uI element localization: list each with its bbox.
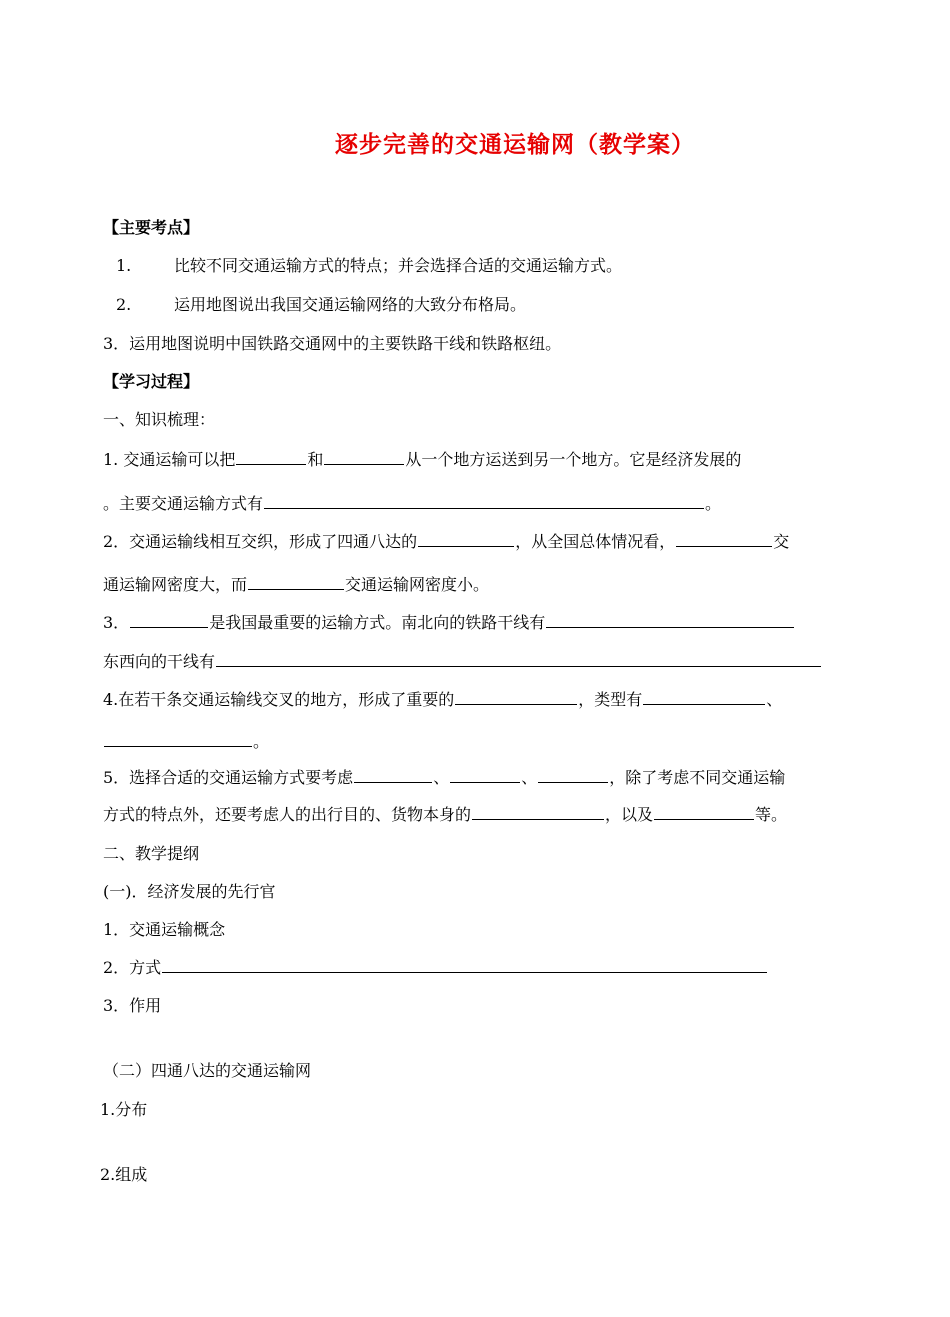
outline-item-distribution: 1.分布 bbox=[100, 1100, 148, 1119]
fill-blank[interactable] bbox=[546, 611, 794, 628]
question-3-line-1 bbox=[103, 611, 795, 635]
fill-blank[interactable] bbox=[248, 573, 344, 590]
fill-blank[interactable] bbox=[130, 611, 208, 628]
question-5-line-2 bbox=[103, 803, 787, 827]
fill-blank[interactable] bbox=[104, 730, 252, 747]
outline-item-role: 3．作用 bbox=[103, 996, 162, 1015]
outline-item-composition: 2.组成 bbox=[100, 1165, 148, 1184]
question-2-text-b: ，从全国总体情况看， bbox=[515, 532, 676, 551]
question-5-text-f: ，以及 bbox=[605, 805, 654, 824]
outline-subsection-2: （二）四通八达的交通运输网 bbox=[103, 1061, 312, 1080]
keypoint-1-text: 比较不同交通运输方式的特点；并会选择合适的交通运输方式。 bbox=[174, 256, 623, 275]
question-5-text-g: 等。 bbox=[755, 805, 788, 824]
outline-item-modes bbox=[103, 956, 768, 980]
keypoint-1-number: 1. bbox=[116, 256, 132, 275]
question-3-text-c: 东西向的干线有 bbox=[103, 652, 216, 671]
fill-blank[interactable] bbox=[162, 956, 767, 973]
question-5-text-c: 、 bbox=[521, 768, 538, 787]
question-4-line-2 bbox=[103, 730, 269, 754]
outline-item-modes-text: 2．方式 bbox=[103, 958, 162, 977]
fill-blank[interactable] bbox=[324, 448, 404, 465]
section-process-heading: 【学习过程】 bbox=[103, 372, 200, 391]
question-5-text-a: 5．选择合适的交通运输方式要考虑 bbox=[103, 768, 354, 787]
question-3-text-b: 是我国最重要的运输方式。南北向的铁路干线有 bbox=[209, 613, 546, 632]
keypoint-1 bbox=[116, 254, 622, 278]
section-keypoints-heading: 【主要考点】 bbox=[103, 218, 200, 237]
question-1-line-1 bbox=[103, 448, 741, 472]
outline-subsection-1: (一)．经济发展的先行官 bbox=[103, 882, 276, 901]
question-1-text-b: 和 bbox=[307, 450, 324, 469]
fill-blank[interactable] bbox=[455, 688, 577, 705]
question-3-text-a: 3． bbox=[103, 613, 130, 632]
question-2-text-a: 2．交通运输线相互交织，形成了四通八达的 bbox=[103, 532, 418, 551]
question-4-text-c: 、 bbox=[766, 690, 783, 709]
fill-blank[interactable] bbox=[538, 766, 608, 783]
fill-blank[interactable] bbox=[654, 803, 754, 820]
question-3-line-2 bbox=[103, 650, 822, 674]
question-4-text-a: 4.在若干条交通运输线交叉的地方，形成了重要的 bbox=[103, 690, 455, 709]
question-2-line-1 bbox=[103, 530, 789, 554]
question-5-text-d: ，除了考虑不同交通运输 bbox=[609, 768, 786, 787]
question-1-text-c: 从一个地方运送到另一个地方。它是经济发展的 bbox=[405, 450, 742, 469]
part-2-heading: 二、教学提纲 bbox=[103, 844, 200, 863]
fill-blank[interactable] bbox=[643, 688, 765, 705]
keypoint-2-text: 运用地图说出我国交通运输网络的大致分布格局。 bbox=[174, 295, 527, 314]
fill-blank[interactable] bbox=[450, 766, 520, 783]
question-1-text-a: 1. 交通运输可以把 bbox=[103, 450, 236, 469]
keypoint-2 bbox=[116, 293, 526, 317]
question-2-text-c: 交 bbox=[773, 532, 790, 551]
question-2-text-e: 交通运输网密度小。 bbox=[345, 575, 490, 594]
question-4-text-b: ，类型有 bbox=[578, 690, 643, 709]
question-2-line-2 bbox=[103, 573, 489, 597]
fill-blank[interactable] bbox=[236, 448, 306, 465]
outline-item-concept: 1．交通运输概念 bbox=[103, 920, 226, 939]
question-1-text-e: 。 bbox=[705, 494, 722, 513]
fill-blank[interactable] bbox=[216, 650, 821, 667]
page-title: 逐步完善的交通运输网（教学案） bbox=[335, 132, 695, 158]
question-5-text-e: 方式的特点外，还要考虑人的出行目的、货物本身的 bbox=[103, 805, 472, 824]
keypoint-3: 3．运用地图说明中国铁路交通网中的主要铁路干线和铁路枢纽。 bbox=[103, 334, 562, 353]
fill-blank[interactable] bbox=[418, 530, 514, 547]
keypoint-2-number: 2. bbox=[116, 295, 132, 314]
fill-blank[interactable] bbox=[676, 530, 772, 547]
question-1-line-2 bbox=[103, 492, 721, 516]
fill-blank[interactable] bbox=[354, 766, 432, 783]
question-5-text-b: 、 bbox=[433, 768, 450, 787]
fill-blank[interactable] bbox=[264, 492, 704, 509]
question-5-line-1 bbox=[103, 766, 785, 790]
question-4-line-1 bbox=[103, 688, 782, 712]
fill-blank[interactable] bbox=[472, 803, 604, 820]
part-1-heading: 一、知识梳理： bbox=[103, 410, 216, 429]
question-1-text-d: 。主要交通运输方式有 bbox=[103, 494, 264, 513]
question-4-text-d: 。 bbox=[253, 732, 270, 751]
question-2-text-d: 通运输网密度大，而 bbox=[103, 575, 248, 594]
